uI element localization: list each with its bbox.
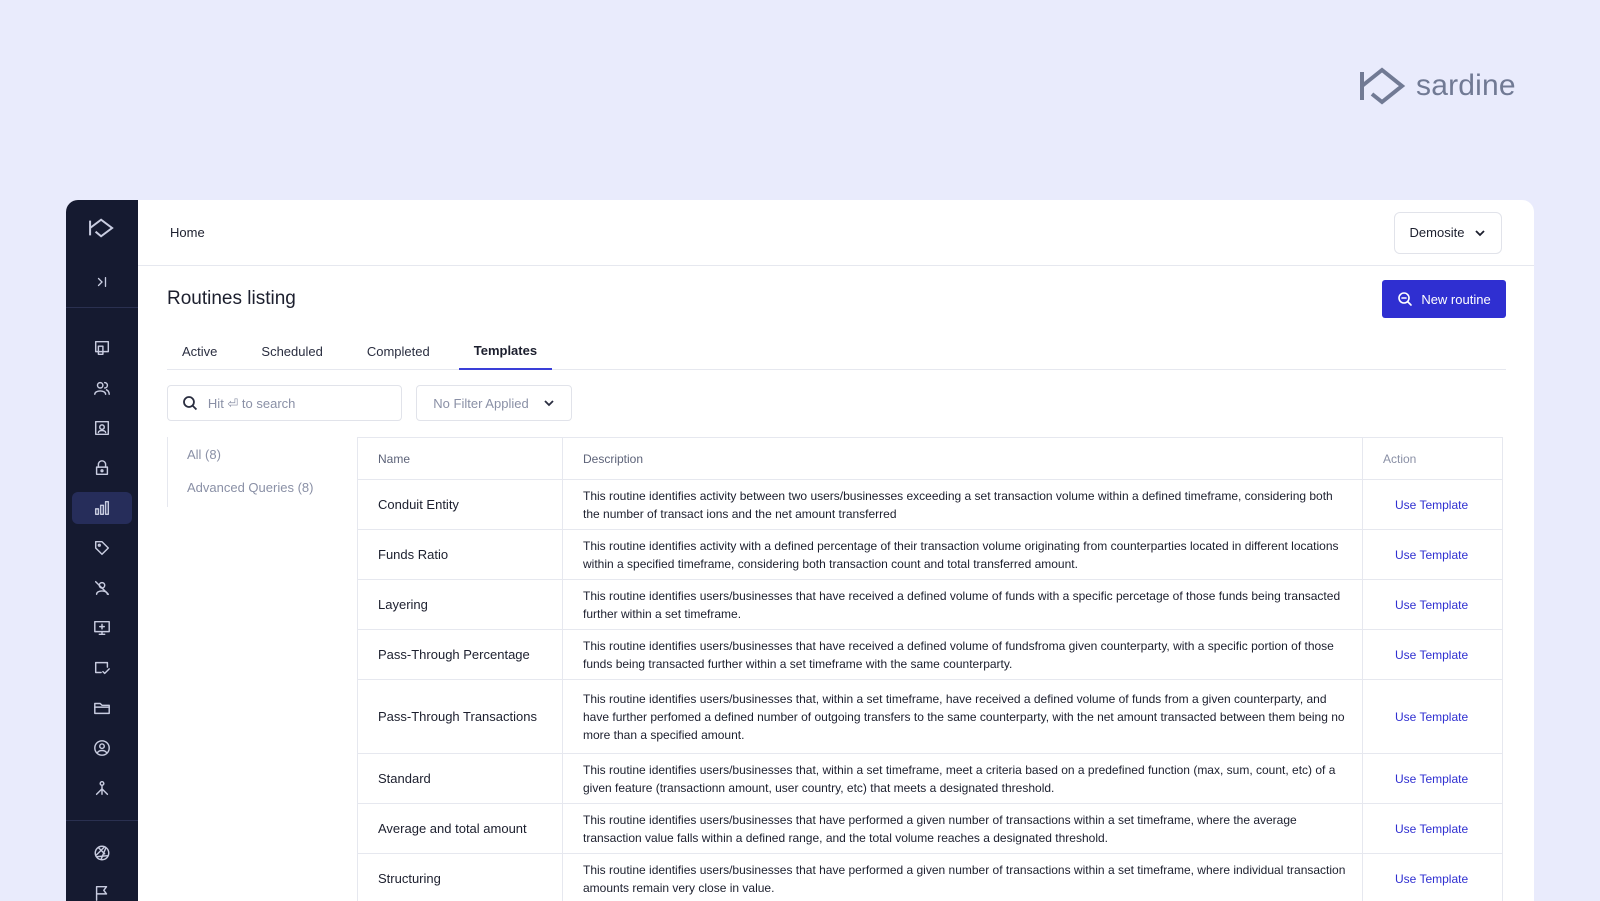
use-template-link[interactable]: Use Template <box>1395 821 1469 836</box>
search-input[interactable] <box>208 396 387 411</box>
lock-icon <box>93 459 111 477</box>
sidebar-item-profile[interactable] <box>72 732 132 764</box>
breadcrumb[interactable]: Home <box>170 225 205 240</box>
collapse-icon <box>95 275 109 289</box>
row-description: This routine identifies users/businesses that have received a defined volume of funds with a specific percetage of those funds being transacted further within a set timeframe. <box>563 580 1363 629</box>
category-advanced-queries[interactable]: Advanced Queries (8) <box>187 480 314 495</box>
network-icon <box>93 779 111 797</box>
table-row <box>358 680 1502 754</box>
tabs <box>167 332 1506 370</box>
user-circle-icon <box>93 739 111 757</box>
use-template-link[interactable]: Use Template <box>1395 597 1469 612</box>
search-plus-icon <box>1397 291 1413 307</box>
checklist-icon <box>93 659 111 677</box>
new-routine-label: New routine <box>1421 291 1491 307</box>
sidebar-item-users[interactable] <box>72 372 132 404</box>
flag-icon <box>93 884 111 901</box>
sidebar-item-settings[interactable] <box>72 837 132 869</box>
title-row <box>167 266 1506 332</box>
filter-select[interactable] <box>416 385 572 421</box>
sidebar-item-tags[interactable] <box>72 532 132 564</box>
sidebar-item-files[interactable] <box>72 692 132 724</box>
row-description: This routine identifies activity between two users/businesses exceeding a set transaction volume within a defined timeframe, considering both the number of transact ions and the net amount transferred <box>563 480 1363 529</box>
row-name: Layering <box>358 580 563 629</box>
tab-active[interactable]: Active <box>182 343 218 359</box>
row-name: Conduit Entity <box>358 480 563 529</box>
sidebar-item-network[interactable] <box>72 772 132 804</box>
filter-select-label: No Filter Applied <box>433 395 529 411</box>
table-row <box>358 480 1502 530</box>
body-row <box>167 437 1506 901</box>
main-area <box>138 200 1534 901</box>
chevron-down-icon <box>543 397 555 409</box>
header-description[interactable]: Description <box>563 438 1363 479</box>
table-row <box>358 854 1502 901</box>
table-row <box>358 754 1502 804</box>
sidebar-item-monitor[interactable] <box>72 612 132 644</box>
topbar <box>138 200 1534 266</box>
row-description: This routine identifies users/businesses that have received a defined volume of fundsfroma given counterparty, with a specific portion of those funds being transacted further within a set timeframe with the same counterparty. <box>563 630 1363 679</box>
tab-templates[interactable]: Templates <box>459 332 552 370</box>
sidebar-logo[interactable] <box>87 200 117 256</box>
person-off-icon <box>93 579 111 597</box>
id-card-icon <box>93 419 111 437</box>
header-name[interactable]: Name <box>358 438 563 479</box>
sidebar-footer <box>66 820 138 901</box>
sidebar-item-flags[interactable] <box>72 877 132 901</box>
analytics-icon <box>93 499 111 517</box>
category-list <box>167 437 357 507</box>
sidebar-item-dashboard[interactable] <box>72 332 132 364</box>
table-row <box>358 630 1502 680</box>
row-name: Standard <box>358 754 563 803</box>
row-name: Average and total amount <box>358 804 563 853</box>
monitor-add-icon <box>93 619 111 637</box>
logo-icon <box>87 217 117 239</box>
use-template-link[interactable]: Use Template <box>1395 497 1469 512</box>
content <box>138 266 1534 901</box>
sidebar-item-analytics[interactable] <box>72 492 132 524</box>
category-all[interactable]: All (8) <box>187 447 221 462</box>
new-routine-button[interactable] <box>1382 280 1506 318</box>
brand-logo <box>1358 66 1516 106</box>
search-box[interactable] <box>167 385 402 421</box>
table-row <box>358 530 1502 580</box>
app-window <box>66 200 1534 901</box>
site-select-label: Demosite <box>1409 225 1465 240</box>
use-template-link[interactable]: Use Template <box>1395 771 1469 786</box>
tag-icon <box>93 539 111 557</box>
sidebar-item-blocked[interactable] <box>72 572 132 604</box>
table-header <box>358 438 1502 480</box>
table-row <box>358 804 1502 854</box>
header-action: Action <box>1383 451 1417 466</box>
filters <box>167 385 1506 421</box>
use-template-link[interactable]: Use Template <box>1395 547 1469 562</box>
chevron-down-icon <box>1474 227 1486 239</box>
row-description: This routine identifies activity with a defined percentage of their transaction volume originating from counterparties located in different locations within a specified timeframe, considering both transaction count and total transferred amount. <box>563 530 1363 579</box>
dashboard-icon <box>93 339 111 357</box>
sardine-logo-icon <box>1358 66 1410 106</box>
sidebar-collapse-button[interactable] <box>66 256 138 308</box>
use-template-link[interactable]: Use Template <box>1395 871 1469 886</box>
row-name: Pass-Through Transactions <box>358 680 563 753</box>
aperture-icon <box>93 844 111 862</box>
sidebar <box>66 200 138 901</box>
row-description: This routine identifies users/businesses that, within a set timeframe, meet a criteria based on a predefined function (max, sum, count, etc) of a given feature (transactionn amount, user country, etc) that meets a designated threshold. <box>563 754 1363 803</box>
site-select[interactable] <box>1394 212 1502 254</box>
page-title: Routines listing <box>167 288 296 309</box>
sidebar-item-identity[interactable] <box>72 412 132 444</box>
row-name: Structuring <box>358 854 563 901</box>
users-icon <box>93 379 111 397</box>
use-template-link[interactable]: Use Template <box>1395 709 1469 724</box>
table-row <box>358 580 1502 630</box>
brand-name: sardine <box>1416 69 1516 102</box>
row-description: This routine identifies users/businesses that have performed a given number of transactions within a set timeframe, where the average transaction value falls within a defined range, and the total volume reaches a designated threshold. <box>563 804 1363 853</box>
tab-completed[interactable]: Completed <box>366 343 430 359</box>
search-icon <box>182 395 198 411</box>
folder-icon <box>93 699 111 717</box>
row-name: Pass-Through Percentage <box>358 630 563 679</box>
row-description: This routine identifies users/businesses that have performed a given number of transactions within a set timeframe, where individual transaction amounts remain very close in value. <box>563 854 1363 901</box>
templates-table <box>357 437 1503 901</box>
sidebar-nav <box>66 308 138 901</box>
tab-scheduled[interactable]: Scheduled <box>261 343 323 359</box>
sidebar-item-security[interactable] <box>72 452 132 484</box>
sidebar-item-review[interactable] <box>72 652 132 684</box>
row-description: This routine identifies users/businesses that, within a set timeframe, have received a defined volume of funds from a given counterparty, and have further perfomed a defined number of outgoing transfers to the same counterparty, with the net amount transacted between them being no more than a specified amount. <box>563 680 1363 753</box>
row-name: Funds Ratio <box>358 530 563 579</box>
use-template-link[interactable]: Use Template <box>1395 647 1469 662</box>
